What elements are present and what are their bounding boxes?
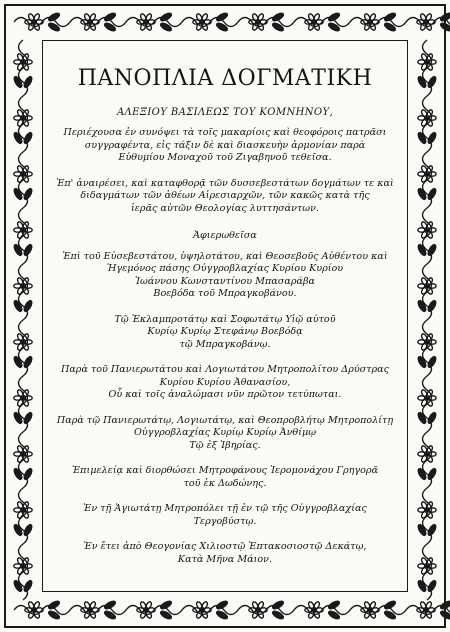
dedication-line: Ἡγεμόνος πάσης Οὐγγροβλαχίας Κυρίου Κυρίου — [106, 263, 344, 274]
dedication-line: Κυρίου Κυρίου Ἀθανασίου, — [159, 376, 291, 388]
vine-ornament — [13, 580, 24, 593]
vine-ornament — [216, 12, 229, 23]
vine-ornament — [216, 600, 229, 611]
vine-ornament — [104, 610, 117, 621]
vine-ornament — [417, 188, 428, 201]
vine-ornament — [13, 524, 24, 537]
vine-ornament — [368, 608, 373, 613]
dedication-line: Τῷ Ἐκλαμπροτάτῳ καὶ Σοφωτάτῳ Υἱῷ αὐτοῦ — [114, 313, 336, 325]
vine-ornament — [13, 356, 24, 369]
place-paragraph — [46, 503, 404, 528]
vine-ornament — [104, 22, 117, 33]
vine-ornament — [425, 172, 430, 177]
vine-ornament — [21, 508, 26, 513]
vine-ornament — [427, 300, 438, 313]
dedication-prince — [46, 251, 404, 301]
vine-ornament — [21, 340, 26, 345]
date-line: Κατὰ Μῆνα Μάιον. — [177, 553, 273, 565]
editor-line: τοῦ ἐκ Δωδώνης. — [183, 477, 267, 489]
dedication-line: Παρὰ τοῦ Πανιερωτάτου καὶ Λογιωτάτου Μητροπολίτου Δρύστρας — [60, 364, 390, 375]
vine-ornament — [104, 12, 117, 23]
vine-ornament — [328, 22, 341, 33]
vine-ornament — [13, 76, 24, 89]
vine-ornament — [425, 340, 430, 345]
vine-ornament — [48, 600, 61, 611]
vine-ornament — [21, 172, 26, 177]
vine-ornament — [48, 22, 61, 33]
book-title: ΠΑΝΟΠΛΙΑ ΔΟΓΜΑΤΙΚΗ — [77, 66, 373, 91]
vine-ornament — [23, 188, 34, 201]
vine-ornament — [21, 284, 26, 289]
dedication-heading: Ἀφιερωθεῖσα — [193, 230, 257, 241]
vine-ornament — [19, 40, 28, 600]
vine-ornament — [13, 188, 24, 201]
vine-ornament — [440, 12, 450, 23]
contents-line: Εὐθυμίου Μοναχοῦ τοῦ Ζιγαβηνοῦ τεθεῖσα. — [118, 152, 332, 163]
vine-ornament — [427, 76, 438, 89]
vine-ornament — [21, 452, 26, 457]
vine-ornament — [368, 20, 373, 25]
vine-ornament — [328, 610, 341, 621]
vine-ornament — [427, 580, 438, 593]
vine-ornament — [425, 228, 430, 233]
vine-ornament — [21, 116, 26, 121]
vine-ornament — [256, 608, 261, 613]
contents-line: Περιέχουσα ἐν συνόψει τὰ τοῖς μακαρίοις καὶ θεοφόροις πατρᾶσι — [63, 127, 387, 138]
dedication-line: τῷ Μπραγκοβάνῳ. — [179, 338, 271, 350]
date-line: Ἐν ἔτει ἀπὸ Θεογονίας Χιλιοστῷ Ἑπτακοσιοστῷ Δεκάτῳ, — [83, 541, 367, 552]
heresies-line: Ἐπ' ἀναιρέσει, καὶ καταφθορᾷ τῶν δυσσεβεστάτων δογμάτων τε καὶ — [56, 177, 394, 189]
dedication-line: Παρὰ τῷ Πανιερωτάτῳ, Λογιωτάτῳ, καὶ Θεοπροβλήτῳ Μητροπολίτῃ — [56, 414, 394, 426]
vine-ornament — [272, 600, 285, 611]
dedication-line: Κυρίῳ Κυρίῳ Στεφάνῳ Βοεβόδᾳ — [147, 326, 303, 337]
vine-ornament — [21, 228, 26, 233]
dedication-line: Βοεβόδα τοῦ Μπραγκοβάνου. — [153, 288, 297, 299]
vine-ornament — [425, 116, 430, 121]
vine-ornament — [256, 20, 261, 25]
vine-ornament — [417, 468, 428, 481]
vine-ornament — [425, 396, 430, 401]
vine-ornament — [427, 468, 438, 481]
place-line: Τεργοβύστῳ. — [193, 515, 257, 527]
vine-ornament — [427, 524, 438, 537]
editor-paragraph — [46, 465, 404, 490]
vine-ornament — [144, 20, 149, 25]
vine-ornament — [32, 20, 37, 25]
vine-ornament — [312, 608, 317, 613]
vine-ornament — [88, 20, 93, 25]
place-line: Ἐν τῇ Ἁγιωτάτῃ Μητροπόλει τῇ ἐν τῷ τῆς Οὐγγροβλαχίας — [83, 503, 367, 514]
vine-ornament — [384, 600, 397, 611]
vine-ornament — [23, 132, 34, 145]
vine-ornament — [23, 76, 34, 89]
vine-ornament — [427, 188, 438, 201]
dedication-metropolitan-anthimos — [46, 415, 404, 453]
vine-ornament — [48, 610, 61, 621]
vine-ornament — [425, 60, 430, 65]
vine-ornament — [48, 12, 61, 23]
heresies-paragraph — [46, 178, 404, 216]
dedication-line: Οὐγγροβλαχίας Κυρίῳ Κυρίῳ Ἀνθίμῳ — [133, 427, 317, 438]
dedication-line: Οὗ καὶ τοῖς ἀναλώμασι νῦν πρῶτον τετύπωται. — [108, 389, 342, 400]
vine-ornament — [312, 20, 317, 25]
contents-line: συγγραφέντα, εἰς τάξιν δὲ καὶ διασκευὴν ἁρμονίαν παρὰ — [84, 139, 366, 151]
vine-ornament — [23, 300, 34, 313]
vine-ornament — [104, 600, 117, 611]
vine-ornament — [417, 356, 428, 369]
vine-ornament — [425, 452, 430, 457]
editor-line: Ἐπιμελείᾳ καὶ διορθώσει Μητροφάνους Ἱερομονάχου Γρηγορᾶ — [71, 465, 379, 476]
vine-ornament — [144, 608, 149, 613]
dedication-son — [46, 314, 404, 352]
vine-ornament — [425, 508, 430, 513]
vine-ornament — [427, 356, 438, 369]
vine-ornament — [13, 300, 24, 313]
vine-ornament — [23, 580, 34, 593]
vine-ornament — [272, 22, 285, 33]
dedication-line: Τῷ ἐξ Ἰβηρίας. — [189, 439, 261, 451]
vine-ornament — [425, 564, 430, 569]
heresies-line: ἱερᾶς αὐτῶν Θεολογίας λυττησάντων. — [131, 202, 319, 214]
vine-ornament — [21, 396, 26, 401]
vine-ornament — [417, 524, 428, 537]
vine-ornament — [160, 600, 173, 611]
vine-ornament — [417, 76, 428, 89]
dedication-metropolitan-drystra — [46, 364, 404, 402]
vine-ornament — [160, 12, 173, 23]
vine-ornament — [21, 564, 26, 569]
date-paragraph — [46, 541, 404, 566]
vine-ornament — [200, 20, 205, 25]
vine-ornament — [160, 22, 173, 33]
dedication-line: Ἐπὶ τοῦ Εὐσεβεστάτου, ὑψηλοτάτου, καὶ Θεοσεβοῦς Αὐθέντου καὶ — [62, 250, 388, 262]
vine-ornament — [425, 284, 430, 289]
vine-ornament — [424, 20, 429, 25]
vine-ornament — [328, 12, 341, 23]
vine-ornament — [160, 610, 173, 621]
vine-ornament — [384, 12, 397, 23]
vine-ornament — [417, 580, 428, 593]
vine-ornament — [23, 468, 34, 481]
vine-ornament — [272, 12, 285, 23]
vine-ornament — [23, 244, 34, 257]
vine-ornament — [216, 610, 229, 621]
vine-ornament — [384, 610, 397, 621]
vine-ornament — [272, 610, 285, 621]
dedication-line: Ἰωάννου Κωνσταντίνου Μπασαράβα — [135, 275, 315, 287]
vine-ornament — [32, 608, 37, 613]
title-page-text — [46, 44, 404, 588]
vine-ornament — [417, 244, 428, 257]
vine-ornament — [200, 608, 205, 613]
vine-ornament — [328, 600, 341, 611]
vine-ornament — [427, 244, 438, 257]
contents-paragraph — [46, 127, 404, 165]
vine-ornament — [417, 132, 428, 145]
vine-ornament — [417, 412, 428, 425]
heresies-line: διδαγμάτων τῶν ἀθέων Αἱρεσιαρχῶν, τῶν κακῶς κατὰ τῆς — [80, 190, 370, 201]
vine-ornament — [427, 132, 438, 145]
vine-ornament — [216, 22, 229, 33]
vine-ornament — [13, 132, 24, 145]
vine-ornament — [23, 412, 34, 425]
vine-ornament — [427, 412, 438, 425]
author-line: ΑΛΕΞΙΟΥ ΒΑΣΙΛΕΩΣ ΤΟΥ ΚΟΜΝΗΝΟΥ, — [116, 107, 334, 118]
vine-ornament — [13, 468, 24, 481]
vine-ornament — [440, 600, 450, 611]
vine-ornament — [424, 608, 429, 613]
vine-ornament — [13, 412, 24, 425]
vine-ornament — [23, 524, 34, 537]
vine-ornament — [423, 40, 432, 600]
vine-ornament — [88, 608, 93, 613]
vine-ornament — [23, 356, 34, 369]
vine-ornament — [384, 22, 397, 33]
vine-ornament — [417, 300, 428, 313]
vine-ornament — [13, 244, 24, 257]
vine-ornament — [21, 60, 26, 65]
